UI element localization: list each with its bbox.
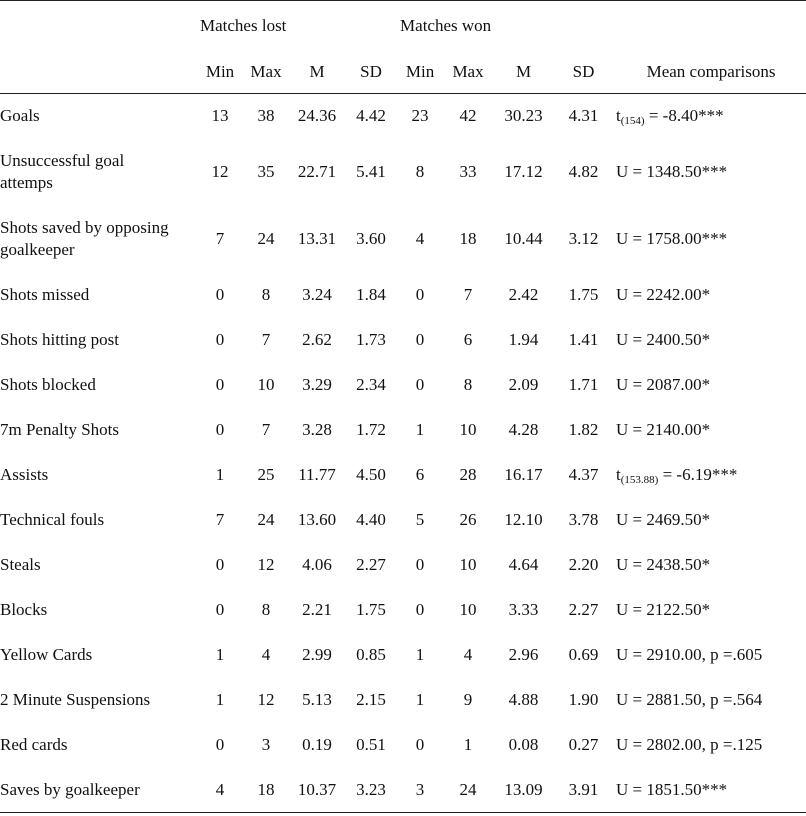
row-label-text: Yellow Cards — [0, 645, 93, 664]
row-label — [0, 206, 200, 273]
cell-max-won: 1 — [463, 735, 473, 754]
column-header-m-lost: M — [292, 51, 342, 94]
table-body — [0, 94, 806, 813]
cell-min-lost: 1 — [215, 690, 225, 709]
row-label — [0, 94, 200, 139]
cell-min-won: 0 — [415, 375, 425, 394]
cell-mean-comparison — [616, 768, 806, 813]
cell-sd-lost: 0.51 — [356, 735, 386, 754]
cell-mean-comparison — [616, 678, 806, 723]
row-label — [0, 273, 200, 318]
cell-m-won: 16.17 — [504, 465, 543, 484]
cell-mean-comparison — [616, 588, 806, 633]
cell-mean-comparison — [616, 318, 806, 363]
cell-max-lost: 25 — [257, 465, 275, 484]
cell-m-won: 1.94 — [508, 330, 539, 349]
cell-max-won: 10 — [459, 600, 477, 619]
row-label — [0, 453, 200, 498]
table-row — [0, 453, 806, 498]
cell-sd-won: 2.20 — [568, 555, 599, 574]
cell-max-won: 26 — [459, 510, 477, 529]
column-header-mean-comparisons: Mean comparisons — [616, 51, 806, 94]
cell-min-lost: 0 — [215, 735, 225, 754]
cell-m-won: 2.42 — [508, 285, 539, 304]
table-row — [0, 318, 806, 363]
cell-m-lost: 3.28 — [302, 420, 332, 439]
cell-sd-won: 1.71 — [568, 375, 599, 394]
cell-min-won: 1 — [415, 645, 425, 664]
cell-mean-comparison — [616, 723, 806, 768]
cell-mean-comparison — [616, 498, 806, 543]
cell-min-won: 1 — [415, 420, 425, 439]
cell-sd-won: 0.27 — [568, 735, 599, 754]
comparison-statistic: U = 1758.00*** — [616, 229, 728, 248]
table-row — [0, 206, 806, 273]
cell-min-lost: 13 — [211, 106, 229, 126]
cell-min-won: 6 — [415, 465, 425, 484]
table-row — [0, 94, 806, 139]
cell-max-lost: 12 — [257, 555, 275, 574]
row-label-text: Shots saved by opposing goalkeeper — [0, 218, 169, 259]
row-label — [0, 543, 200, 588]
comparison-statistic: U = 2438.50* — [616, 555, 711, 574]
cell-m-won: 17.12 — [504, 162, 543, 181]
comparison-statistic: U = 1348.50*** — [616, 162, 728, 181]
cell-mean-comparison — [616, 139, 806, 206]
cell-sd-won: 3.12 — [568, 229, 599, 248]
column-header-row — [0, 51, 806, 94]
cell-max-lost: 8 — [261, 600, 271, 619]
row-label — [0, 678, 200, 723]
cell-max-lost: 7 — [261, 330, 271, 349]
row-label-text: Shots blocked — [0, 375, 96, 394]
row-label — [0, 139, 200, 206]
cell-min-lost: 0 — [215, 420, 225, 439]
cell-max-lost: 8 — [261, 285, 271, 304]
cell-sd-lost: 0.85 — [356, 645, 386, 664]
cell-min-won: 3 — [400, 768, 440, 813]
cell-sd-lost: 3.23 — [342, 768, 400, 813]
column-header-m-won: M — [496, 51, 551, 94]
comparison-statistic: U = 2802.00, p =.125 — [616, 735, 763, 754]
column-header-sd-lost: SD — [342, 51, 400, 94]
cell-min-lost: 7 — [215, 229, 225, 248]
row-label — [0, 318, 200, 363]
cell-m-lost: 3.29 — [302, 375, 332, 394]
cell-sd-lost: 4.50 — [356, 465, 386, 484]
cell-m-lost: 3.24 — [302, 285, 332, 304]
corner-cell — [0, 1, 200, 52]
row-label-text: Red cards — [0, 735, 68, 754]
group-header-matches-lost: Matches lost — [200, 1, 400, 52]
column-header-max-won: Max — [440, 51, 496, 94]
cell-min-won: 8 — [415, 162, 425, 181]
cell-m-lost: 22.71 — [297, 162, 337, 181]
cell-min-lost: 4 — [200, 768, 240, 813]
cell-max-won: 33 — [459, 162, 477, 181]
comparison-statistic: U = 2881.50, p =.564 — [616, 690, 763, 709]
row-label — [0, 588, 200, 633]
cell-m-lost: 13.60 — [297, 510, 337, 529]
cell-m-lost: 5.13 — [302, 690, 332, 709]
cell-max-won: 8 — [463, 375, 473, 394]
cell-m-lost: 2.62 — [302, 330, 332, 349]
group-header-empty — [616, 1, 806, 52]
row-label-text: Goals — [0, 106, 40, 126]
cell-m-lost: 13.31 — [297, 229, 337, 248]
row-label-text: Unsuccessful goal attemps — [0, 151, 125, 192]
cell-sd-lost: 1.75 — [356, 600, 386, 619]
cell-sd-won: 4.37 — [568, 465, 599, 484]
cell-m-won: 10.44 — [504, 229, 543, 248]
cell-max-lost: 4 — [261, 645, 271, 664]
cell-m-won: 4.88 — [508, 690, 539, 709]
comparison-statistic: U = 2242.00* — [616, 285, 711, 304]
cell-sd-lost: 5.41 — [356, 162, 386, 181]
cell-m-won: 13.09 — [496, 768, 551, 813]
row-label — [0, 498, 200, 543]
cell-m-lost: 0.19 — [302, 735, 332, 754]
cell-min-lost: 1 — [215, 465, 225, 484]
table-row — [0, 139, 806, 206]
table-row — [0, 588, 806, 633]
cell-max-won: 28 — [459, 465, 477, 484]
cell-min-won: 0 — [415, 600, 425, 619]
column-header-min-lost: Min — [200, 51, 240, 94]
table-row — [0, 633, 806, 678]
cell-m-won: 3.33 — [508, 600, 539, 619]
cell-mean-comparison — [616, 94, 806, 139]
table-row — [0, 363, 806, 408]
cell-sd-won: 1.41 — [568, 330, 599, 349]
cell-sd-won: 4.82 — [568, 162, 599, 181]
cell-m-won: 2.96 — [508, 645, 539, 664]
column-header-sd-won: SD — [551, 51, 616, 94]
row-label-text: Shots missed — [0, 285, 90, 304]
cell-min-lost: 1 — [215, 645, 225, 664]
cell-sd-lost: 3.60 — [356, 229, 386, 248]
cell-min-lost: 7 — [215, 510, 225, 529]
group-header-row — [0, 1, 806, 52]
cell-mean-comparison — [616, 633, 806, 678]
cell-sd-lost: 4.40 — [356, 510, 386, 529]
table-row — [0, 768, 806, 813]
cell-sd-won: 4.31 — [568, 106, 599, 126]
cell-m-lost: 4.06 — [302, 555, 332, 574]
cell-sd-won: 1.82 — [568, 420, 599, 439]
cell-max-won: 6 — [463, 330, 473, 349]
cell-max-won: 10 — [459, 555, 477, 574]
comparison-degrees-of-freedom: (154) — [620, 114, 645, 127]
cell-m-lost: 24.36 — [297, 106, 337, 126]
table-row — [0, 723, 806, 768]
cell-mean-comparison — [616, 363, 806, 408]
cell-sd-won: 1.75 — [568, 285, 599, 304]
row-label-text: 7m Penalty Shots — [0, 420, 120, 439]
cell-max-won: 42 — [459, 106, 477, 126]
cell-max-lost: 18 — [240, 768, 292, 813]
cell-max-lost: 35 — [257, 162, 275, 181]
comparison-statistic: U = 2910.00, p =.605 — [616, 645, 763, 664]
cell-min-won: 4 — [415, 229, 425, 248]
cell-m-lost: 2.99 — [302, 645, 332, 664]
row-label-text: Saves by goalkeeper — [0, 779, 140, 799]
cell-max-won: 9 — [463, 690, 473, 709]
cell-min-lost: 12 — [211, 162, 229, 181]
cell-sd-lost: 2.15 — [356, 690, 386, 709]
cell-min-lost: 0 — [215, 600, 225, 619]
cell-sd-lost: 1.73 — [356, 330, 386, 349]
comparison-statistic: U = 2469.50* — [616, 510, 711, 529]
row-label — [0, 363, 200, 408]
cell-m-won: 12.10 — [504, 510, 543, 529]
cell-sd-won: 3.78 — [568, 510, 599, 529]
cell-sd-lost: 2.27 — [356, 555, 386, 574]
comparison-statistic: U = 2140.00* — [616, 420, 711, 439]
comparison-value: = -6.19*** — [658, 464, 738, 484]
cell-sd-won: 3.91 — [551, 768, 616, 813]
row-label-text: Shots hitting post — [0, 330, 120, 349]
cell-max-won: 10 — [459, 420, 477, 439]
cell-m-won: 4.64 — [508, 555, 539, 574]
cell-max-lost: 10 — [257, 375, 275, 394]
cell-m-lost: 2.21 — [302, 600, 332, 619]
row-label — [0, 723, 200, 768]
cell-mean-comparison — [616, 206, 806, 273]
cell-min-lost: 0 — [215, 330, 225, 349]
cell-min-lost: 0 — [215, 285, 225, 304]
cell-max-lost: 38 — [257, 106, 275, 126]
cell-mean-comparison — [616, 273, 806, 318]
comparison-statistic: U = 2400.50* — [616, 330, 711, 349]
cell-min-won: 23 — [411, 106, 429, 126]
cell-max-lost: 3 — [261, 735, 271, 754]
row-label-text: Blocks — [0, 600, 48, 619]
row-label-text: Steals — [0, 555, 41, 574]
comparison-degrees-of-freedom: (153.88) — [620, 473, 659, 486]
cell-m-lost: 10.37 — [292, 768, 342, 813]
comparison-statistic: U = 1851.50*** — [616, 779, 728, 799]
cell-min-won: 5 — [415, 510, 425, 529]
comparison-statistic: t — [616, 105, 621, 125]
table-row — [0, 498, 806, 543]
cell-mean-comparison — [616, 408, 806, 453]
column-header-max-lost: Max — [240, 51, 292, 94]
cell-min-won: 0 — [415, 735, 425, 754]
row-label — [0, 768, 200, 813]
cell-min-won: 0 — [415, 330, 425, 349]
cell-max-lost: 7 — [261, 420, 271, 439]
cell-min-lost: 0 — [215, 555, 225, 574]
cell-min-won: 0 — [415, 555, 425, 574]
cell-max-won: 4 — [463, 645, 473, 664]
row-label — [0, 633, 200, 678]
cell-sd-lost: 1.72 — [356, 420, 386, 439]
label-column-header — [0, 51, 200, 94]
comparison-statistic: U = 2122.50* — [616, 600, 711, 619]
cell-mean-comparison — [616, 453, 806, 498]
cell-min-lost: 0 — [215, 375, 225, 394]
table-row — [0, 543, 806, 588]
cell-max-lost: 12 — [257, 690, 275, 709]
cell-min-won: 0 — [415, 285, 425, 304]
row-label-text: Technical fouls — [0, 510, 105, 529]
comparison-statistic: t — [616, 464, 621, 484]
cell-max-lost: 24 — [257, 510, 275, 529]
cell-m-lost: 11.77 — [298, 465, 336, 484]
cell-sd-lost: 2.34 — [356, 375, 386, 394]
table-row — [0, 273, 806, 318]
comparison-value: = -8.40*** — [644, 105, 724, 125]
cell-sd-lost: 4.42 — [356, 106, 386, 126]
cell-max-won: 7 — [463, 285, 473, 304]
cell-m-won: 30.23 — [504, 106, 543, 126]
table-row — [0, 678, 806, 723]
cell-sd-won: 1.90 — [568, 690, 599, 709]
group-header-matches-won: Matches won — [400, 1, 616, 52]
cell-mean-comparison — [616, 543, 806, 588]
cell-m-won: 4.28 — [508, 420, 539, 439]
row-label-text: 2 Minute Suspensions — [0, 690, 151, 709]
cell-sd-won: 0.69 — [568, 645, 599, 664]
cell-max-won: 18 — [459, 229, 477, 248]
row-label — [0, 408, 200, 453]
cell-min-won: 1 — [415, 690, 425, 709]
table-row — [0, 408, 806, 453]
column-header-min-won: Min — [400, 51, 440, 94]
cell-sd-won: 2.27 — [568, 600, 599, 619]
cell-m-won: 0.08 — [508, 735, 539, 754]
cell-m-won: 2.09 — [508, 375, 539, 394]
cell-max-lost: 24 — [257, 229, 275, 248]
cell-max-won: 24 — [440, 768, 496, 813]
cell-sd-lost: 1.84 — [356, 285, 386, 304]
row-label-text: Assists — [0, 465, 49, 484]
comparison-statistic: U = 2087.00* — [616, 375, 711, 394]
